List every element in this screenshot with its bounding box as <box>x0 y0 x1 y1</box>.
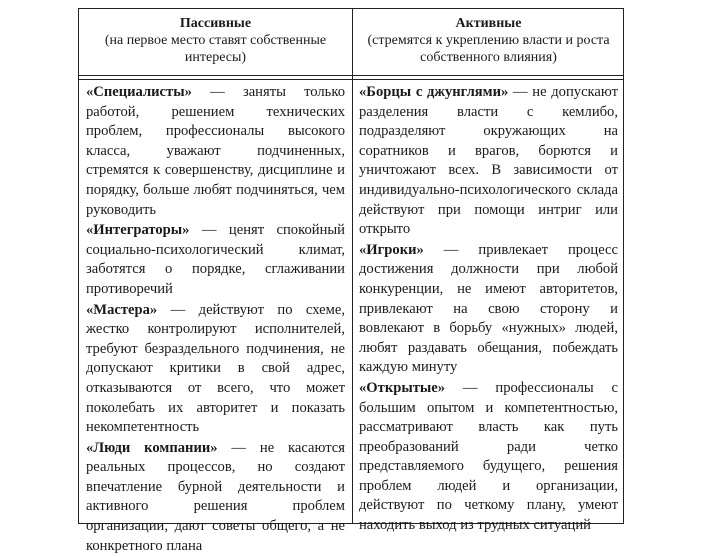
entry-term: «Мастера» <box>86 301 158 318</box>
passive-entry <box>86 439 345 557</box>
passive-subtitle: (на первое место ставят собственные интересы) <box>104 33 327 65</box>
entry-description: — профессионалы с большим опытом и компетентностью, рассматривают власть как путь преобразований ради четко представляемого будущего, решения проблем людей и организации, действуют по четкому плану, умеют находить выход из трудных ситуаций <box>359 379 618 534</box>
active-subtitle: (стремятся к укреплению власти и роста собственного влияния) <box>367 33 610 65</box>
entry-term: «Открытые» <box>359 379 446 396</box>
entry-description: — привлекает процесс достижения должности при любой конкуренции, не имеют авторитетов, привлекают на свою сторону и вовлекают в борьбу «нужных» людей, любят раздавать обещания, побеждать каждую минуту <box>359 241 618 376</box>
passive-header <box>79 15 352 66</box>
entry-term: «Игроки» <box>359 241 424 258</box>
header-divider-double <box>79 79 623 80</box>
entry-term: «Интеграторы» <box>86 222 190 239</box>
active-header <box>352 15 625 66</box>
passive-entry <box>86 301 345 438</box>
leader-types-table <box>78 8 624 554</box>
column-divider <box>352 9 353 523</box>
active-entry <box>359 83 618 240</box>
entry-term: «Специалисты» <box>86 84 192 100</box>
entry-description: — ценят спокойный социально-психологический климат, заботятся о порядке, сглаживании противоречий <box>86 222 345 297</box>
active-entry <box>359 379 618 536</box>
entry-description: — действуют по схеме, жестко контролируют исполнителей, требуют безраздельного подчинения, не допускают критики в свой адрес, отказываются от всего, что может поколебать их авторитет и показать некомпетентность <box>86 301 345 436</box>
passive-column <box>86 83 345 557</box>
active-column <box>359 83 618 537</box>
passive-title: Пассивные <box>179 16 252 31</box>
entry-description: — не допускают разделения власти с кемлибо, подразделяют окружающих на соратников и врагов, борются и уничтожают всех. В зависимости от индивидуально-психологического склада действуют при помощи интриг или открыто <box>359 84 618 238</box>
passive-entry <box>86 83 345 220</box>
active-entry <box>359 241 618 378</box>
entry-term: «Люди компании» <box>86 439 218 456</box>
entry-description: — заняты только работой, решением технических проблем, профессионалы высокого класса, уважают подчиненных, стремятся к совершенству, дисциплине и порядку, больше любят подчиняться, чем руководить <box>86 84 345 218</box>
entry-term: «Борцы с джунглями» <box>359 84 509 100</box>
active-title: Активные <box>455 16 522 31</box>
header-divider <box>79 75 623 76</box>
passive-entry <box>86 221 345 299</box>
entry-description: — не касаются реальных процессов, но создают впечатление бурной деятельности и активного решения проблем организации, дают советы общего, а не конкретного плана <box>86 439 345 554</box>
